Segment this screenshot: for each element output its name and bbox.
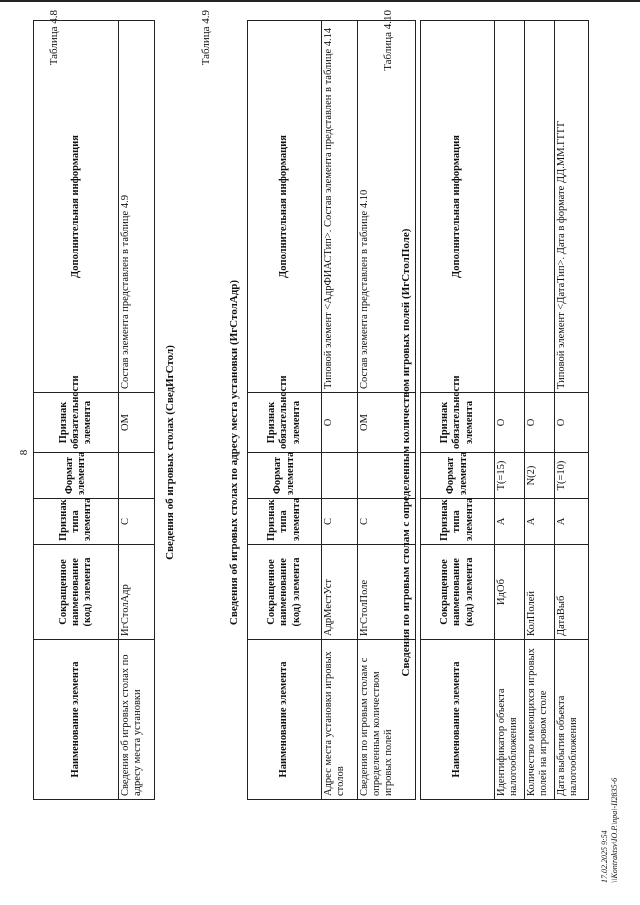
cell-req: ОМ [119,393,155,453]
header-req: Признак обязательности элемента [34,393,119,453]
cell-info: Типовой элемент <ДатаТип>. Дата в формате ДД.ММ.ГГГГ [555,21,589,393]
cell-code: ИгСтолПоле [358,545,416,640]
page-number: 8 [18,449,30,456]
header-info: Дополнительная информация [34,21,119,393]
cell-info: Состав элемента представлен в таблице 4.9 [119,21,155,393]
cell-req: О [525,393,555,453]
table-4-9 [247,20,416,800]
cell-code: ДатаВыб [555,545,589,640]
header-type: Признак типа элемента [248,499,322,545]
header-code: Сокращенное наименование (код) элемента [421,545,495,640]
cell-req: О [555,393,589,453]
cell-code: КолПолей [525,545,555,640]
cell-req: О [495,393,525,453]
table-4-10-title: Сведения по игровым столам с определенным количеством игровых полей (ИгСтолПоле) [400,228,412,677]
cell-type: С [358,499,416,545]
cell-name: Адрес места установки игровых столов [322,640,358,800]
cell-info: Типовой элемент <АдрФИАСТип>. Состав элемента представлен в таблице 4.14 [322,21,358,393]
cell-type: С [119,499,155,545]
table-header-row [34,21,119,800]
cell-info: Состав элемента представлен в таблице 4.10 [358,21,416,393]
table-4-10-caption: Таблица 4.10 [382,10,394,71]
cell-code: ИдОб [495,545,525,640]
cell-name: Сведения по игровым столам с определенным количеством игровых полей [358,640,416,800]
cell-format: T(=10) [555,453,589,499]
cell-name: Дата выбытия объекта налогообложения [555,640,589,800]
table-row [119,21,155,800]
header-code: Сокращенное наименование (код) элемента [34,545,119,640]
header-info: Дополнительная информация [421,21,495,393]
cell-info [525,21,555,393]
cell-code: ИгСтолАдр [119,545,155,640]
cell-format: N(2) [525,453,555,499]
cell-type: С [322,499,358,545]
cell-code: АдрМестУст [322,545,358,640]
table-row [555,21,589,800]
header-code: Сокращенное наименование (код) элемента [248,545,322,640]
header-req: Признак обязательности элемента [421,393,495,453]
table-4-8-title: Сведения об игровых столах (СведИгСтол) [164,345,176,560]
header-info: Дополнительная информация [248,21,322,393]
table-header-row [248,21,322,800]
table-row [322,21,358,800]
cell-req: ОМ [358,393,416,453]
table-4-9-caption: Таблица 4.9 [200,10,212,66]
table-4-10 [420,20,589,800]
header-name: Наименование элемента [248,640,322,800]
footer-path: \\Kontraktsv\IO.P.\npa\-II2835-6 [609,777,619,883]
table-header-row [421,21,495,800]
cell-req: О [322,393,358,453]
cell-name: Количество имеющихся игровых полей на игровом столе [525,640,555,800]
cell-format [119,453,155,499]
cell-type: А [555,499,589,545]
header-format: Формат элемента [248,453,322,499]
cell-name: Сведения об игровых столах по адресу места установки [119,640,155,800]
cell-type: А [525,499,555,545]
table-row [495,21,525,800]
footer-date: 17.02.2025 9:54 [600,830,609,883]
cell-format: T(=15) [495,453,525,499]
header-format: Формат элемента [34,453,119,499]
header-req: Признак обязательности элемента [248,393,322,453]
table-4-8 [33,20,155,800]
cell-info [495,21,525,393]
header-name: Наименование элемента [421,640,495,800]
cell-format [322,453,358,499]
cell-name: Идентификатор объекта налогообложения [495,640,525,800]
header-format: Формат элемента [421,453,495,499]
table-row [525,21,555,800]
header-type: Признак типа элемента [34,499,119,545]
header-type: Признак типа элемента [421,499,495,545]
table-4-8-caption: Таблица 4.8 [48,10,60,66]
header-name: Наименование элемента [34,640,119,800]
table-4-9-title: Сведения об игровых столах по адресу места установки (ИгСтолАдр) [228,279,240,626]
footer-note [600,778,619,883]
cell-type: А [495,499,525,545]
